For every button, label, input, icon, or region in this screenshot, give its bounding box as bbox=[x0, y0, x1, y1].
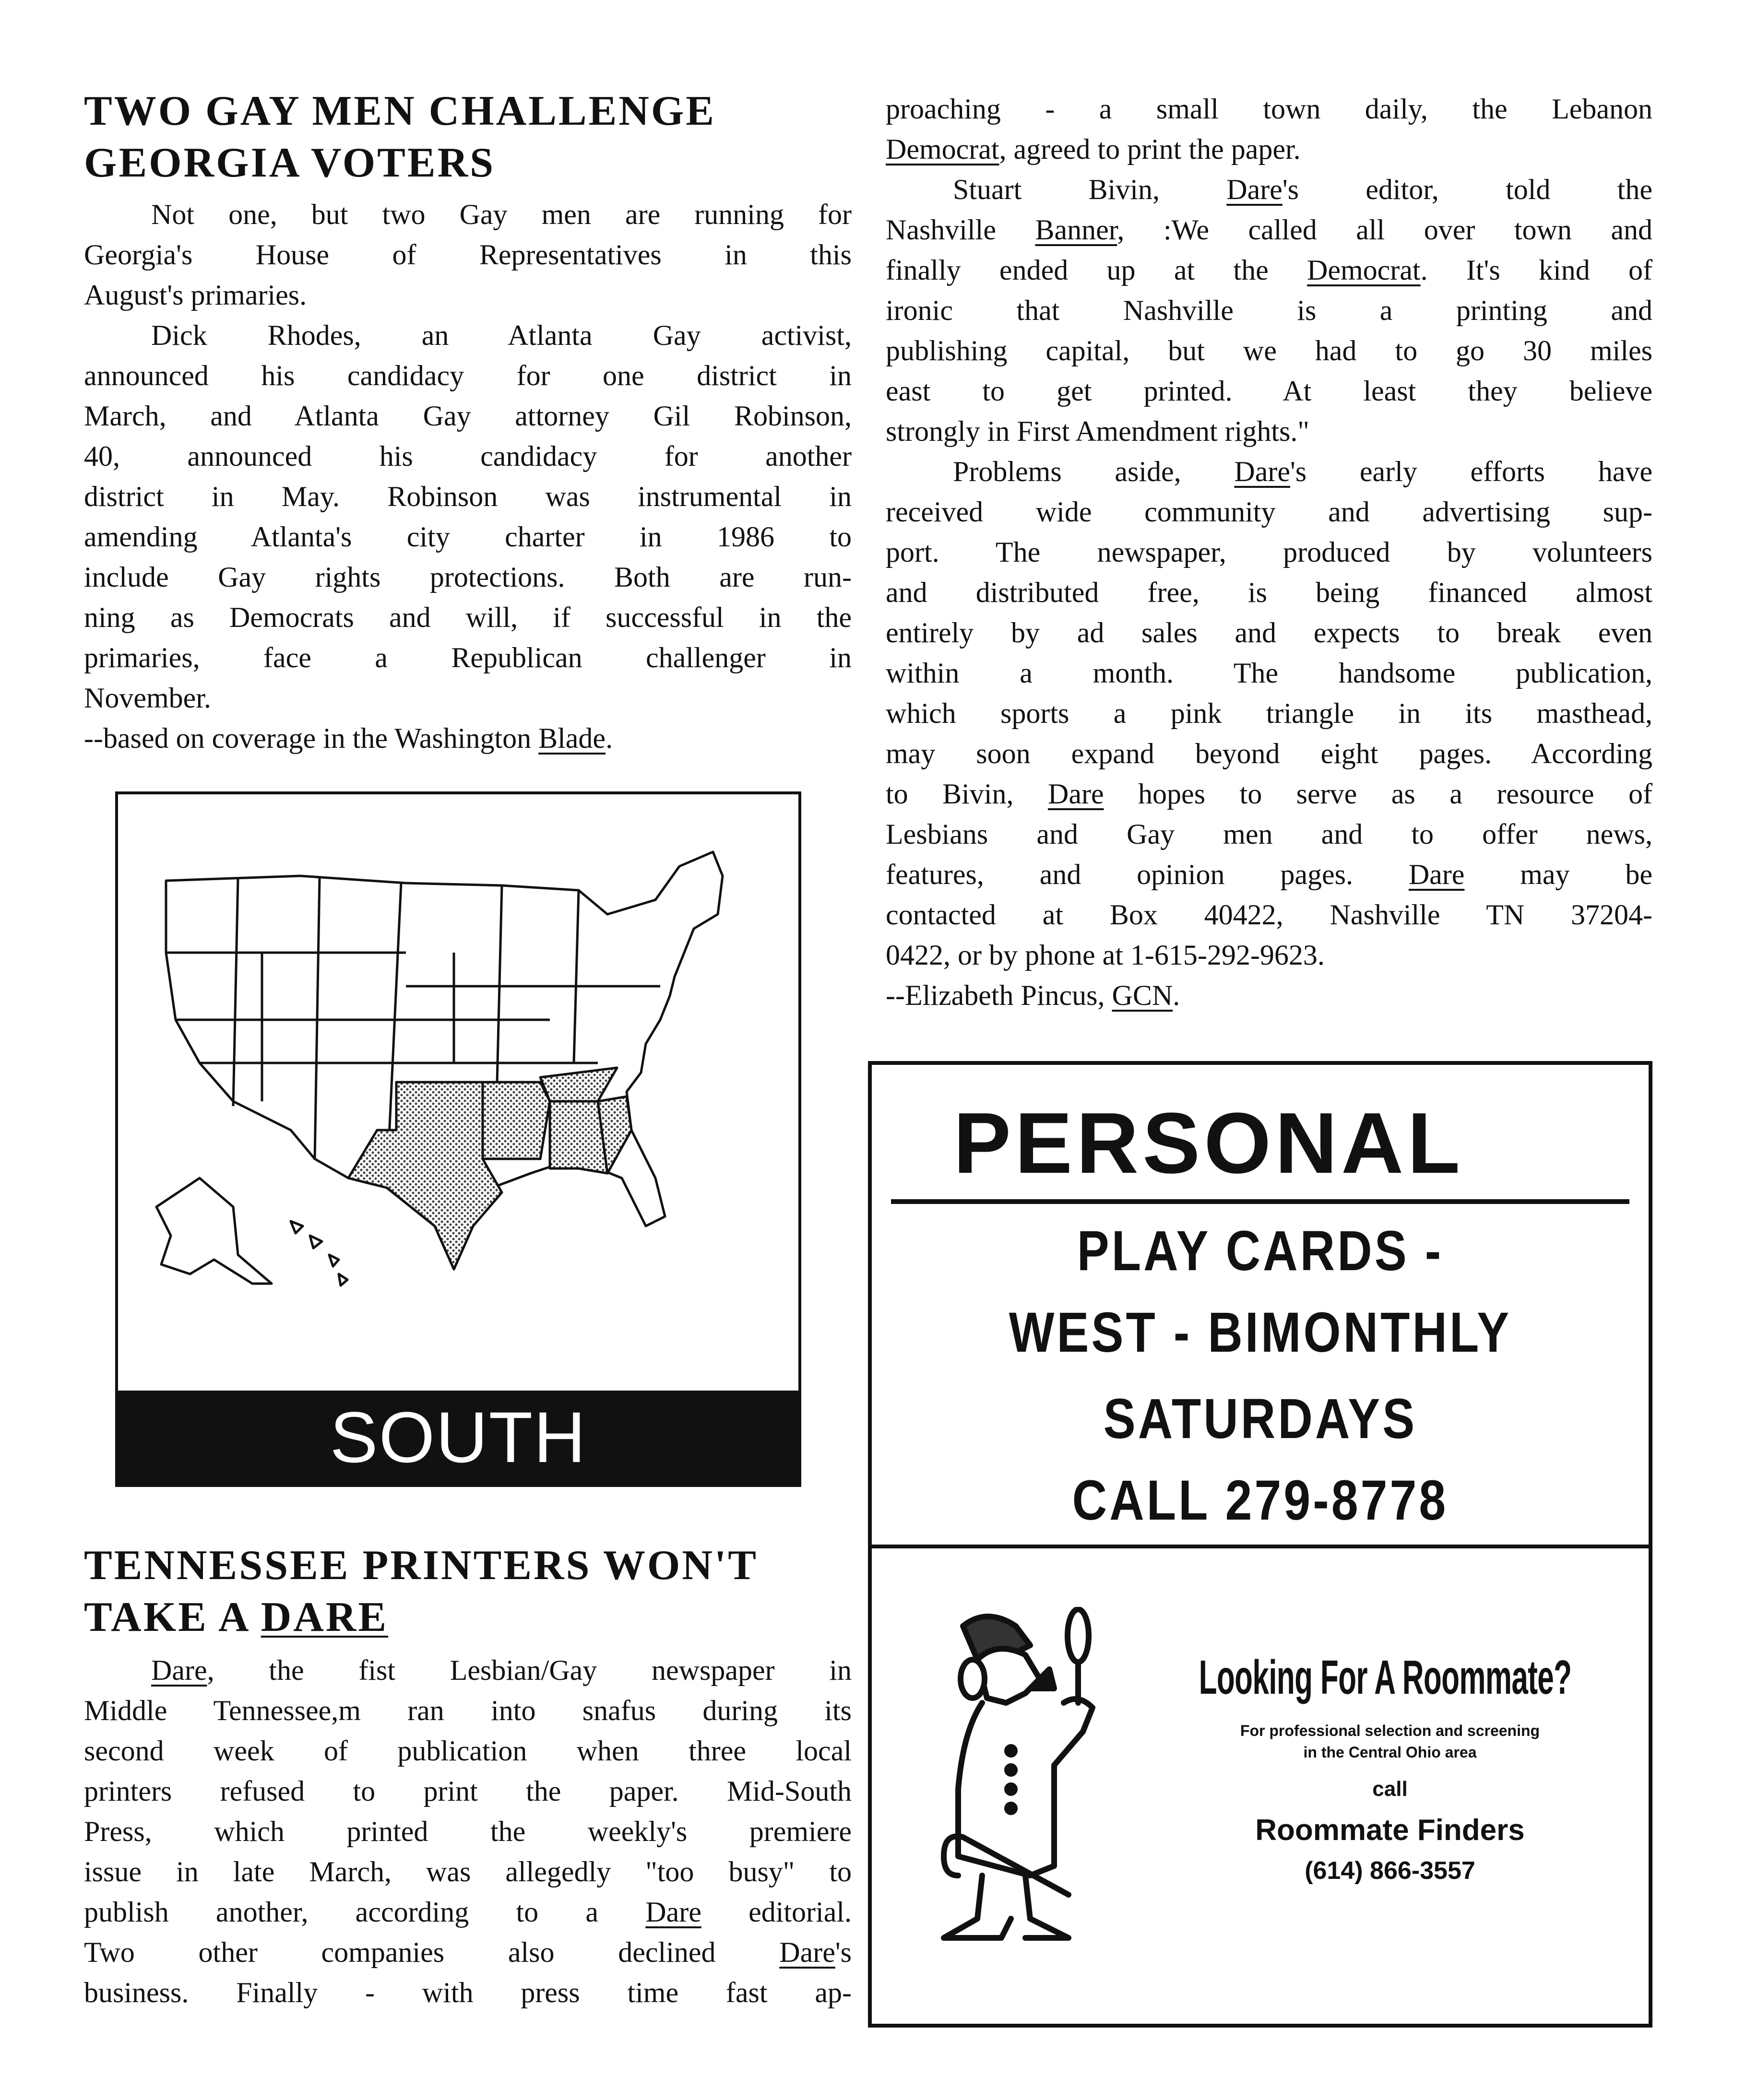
text-line: 0422, or by phone at 1-615-292-9623. bbox=[886, 939, 1325, 971]
text-line: finally ended up at the Democrat. It's kind of bbox=[886, 254, 1652, 286]
text-line: within a month. The handsome publication, bbox=[886, 657, 1652, 689]
text-line: district in May. Robinson was instrumental in bbox=[84, 481, 852, 512]
text-line: --based on coverage in the Washington Blade. bbox=[84, 722, 613, 754]
text-line: Press, which printed the weekly's premiere bbox=[84, 1816, 852, 1847]
text-line: include Gay rights protections. Both are run- bbox=[84, 561, 852, 593]
headline-line: TWO GAY MEN CHALLENGE bbox=[84, 88, 716, 134]
text-line: Georgia's House of Representatives in this bbox=[84, 239, 852, 271]
text-line: 40, announced his candidacy for another bbox=[84, 440, 852, 472]
text-line: primaries, face a Republican challenger in bbox=[84, 642, 852, 673]
headline-line: TENNESSEE PRINTERS WON'T bbox=[84, 1542, 758, 1589]
roommate-ad-company: Roommate Finders bbox=[1255, 1814, 1525, 1847]
text-line: Lesbians and Gay men and to offer news, bbox=[886, 818, 1652, 850]
text-line: proaching - a small town daily, the Lebanon bbox=[886, 93, 1652, 125]
roommate-ad-subtitle: in the Central Ohio area bbox=[1303, 1744, 1477, 1761]
personal-ad-line: SATURDAYS bbox=[1103, 1387, 1417, 1451]
text-line: amending Atlanta's city charter in 1986 to bbox=[84, 521, 852, 553]
text-line: may soon expand beyond eight pages. According bbox=[886, 738, 1652, 769]
underlined-title: Dare bbox=[645, 1896, 701, 1928]
personal-ad-line: PLAY CARDS - bbox=[1077, 1219, 1444, 1283]
text-line: printers refused to print the paper. Mid-South bbox=[84, 1775, 852, 1807]
underlined-title: Dare bbox=[779, 1936, 835, 1968]
underlined-title: Dare bbox=[1226, 174, 1283, 205]
us-map-illustration bbox=[118, 794, 798, 1389]
roommate-ad-phone: (614) 866-3557 bbox=[1305, 1857, 1475, 1885]
roommate-ad-title: Looking For A Roommate? bbox=[1199, 1651, 1572, 1704]
text-line: issue in late March, was allegedly "too busy" to bbox=[84, 1856, 852, 1888]
text-line: Dare, the fist Lesbian/Gay newspaper in bbox=[151, 1654, 852, 1686]
roommate-ad-subtitle: For professional selection and screening bbox=[1240, 1722, 1540, 1739]
text-line: Nashville Banner, :We called all over town and bbox=[886, 214, 1652, 246]
divider bbox=[891, 1199, 1629, 1204]
text-line: Two other companies also declined Dare's bbox=[84, 1936, 852, 1968]
hawaii bbox=[291, 1221, 347, 1286]
text-line: received wide community and advertising sup- bbox=[886, 496, 1652, 528]
headline-line: GEORGIA VOTERS bbox=[84, 140, 496, 186]
alaska bbox=[156, 1178, 272, 1284]
region-label: SOUTH bbox=[118, 1391, 798, 1484]
south-region-map bbox=[115, 791, 801, 1487]
text-line: which sports a pink triangle in its masthead, bbox=[886, 697, 1652, 729]
text-line: August's primaries. bbox=[84, 279, 307, 311]
text-line: November. bbox=[84, 682, 211, 714]
text-line: March, and Atlanta Gay attorney Gil Robinson, bbox=[84, 400, 852, 432]
headline-line: TAKE A DARE bbox=[84, 1594, 389, 1640]
underlined-title: Banner bbox=[1035, 214, 1117, 246]
text-line: Democrat, agreed to print the paper. bbox=[886, 133, 1301, 165]
article2-body bbox=[84, 1650, 852, 2013]
personal-heading: PERSONAL bbox=[953, 1095, 1464, 1192]
underlined-title: Dare bbox=[1408, 859, 1465, 890]
detective-cartoon-icon bbox=[934, 1607, 1160, 1952]
personal-ad-line: CALL 279-8778 bbox=[1072, 1469, 1449, 1532]
text-line: east to get printed. At least they believe bbox=[886, 375, 1652, 407]
text-line: entirely by ad sales and expects to break even bbox=[886, 617, 1652, 649]
text-line: Problems aside, Dare's early efforts have bbox=[953, 456, 1653, 487]
text-line: features, and opinion pages. Dare may be bbox=[886, 859, 1652, 890]
article2-headline bbox=[84, 1540, 758, 1643]
text-line: and distributed free, is being financed almost bbox=[886, 577, 1652, 608]
article2-continued-body bbox=[886, 89, 1652, 1015]
text-line: second week of publication when three local bbox=[84, 1735, 852, 1767]
text-line: Middle Tennessee,m ran into snafus during its bbox=[84, 1695, 852, 1726]
text-line: contacted at Box 40422, Nashville TN 37204- bbox=[886, 899, 1652, 931]
text-line: ning as Democrats and will, if successful in the bbox=[84, 602, 852, 633]
text-line: --Elizabeth Pincus, GCN. bbox=[886, 979, 1180, 1011]
text-line: announced his candidacy for one district in bbox=[84, 360, 852, 391]
text-line: to Bivin, Dare hopes to serve as a resource of bbox=[886, 778, 1652, 810]
underlined-title: Dare bbox=[1048, 778, 1104, 810]
text-line: Stuart Bivin, Dare's editor, told the bbox=[953, 174, 1652, 205]
text-line: Dick Rhodes, an Atlanta Gay activist, bbox=[151, 319, 852, 351]
underlined-title: Democrat bbox=[886, 133, 999, 165]
underlined-title: DARE bbox=[261, 1594, 389, 1640]
article1-headline bbox=[84, 85, 716, 189]
text-line: publish another, according to a Dare editorial. bbox=[84, 1896, 852, 1928]
divider bbox=[872, 1545, 1649, 1548]
underlined-title: Dare bbox=[1234, 456, 1290, 487]
personal-ad-line: WEST - BIMONTHLY bbox=[1009, 1301, 1512, 1364]
underlined-title: Dare bbox=[151, 1654, 207, 1686]
text-line: business. Finally - with press time fast ap- bbox=[84, 1977, 852, 2008]
underlined-title: GCN bbox=[1112, 979, 1173, 1011]
text-line: publishing capital, but we had to go 30 miles bbox=[886, 335, 1652, 366]
article1-body bbox=[84, 194, 852, 758]
text-line: port. The newspaper, produced by volunteers bbox=[886, 536, 1652, 568]
text-line: strongly in First Amendment rights." bbox=[886, 415, 1309, 447]
classified-ads-box bbox=[868, 1061, 1652, 2028]
roommate-ad-call: call bbox=[1372, 1777, 1408, 1801]
text-line: ironic that Nashville is a printing and bbox=[886, 295, 1652, 326]
underlined-title: Democrat bbox=[1307, 254, 1421, 286]
text-line: Not one, but two Gay men are running for bbox=[151, 199, 852, 230]
underlined-title: Blade bbox=[538, 722, 606, 754]
